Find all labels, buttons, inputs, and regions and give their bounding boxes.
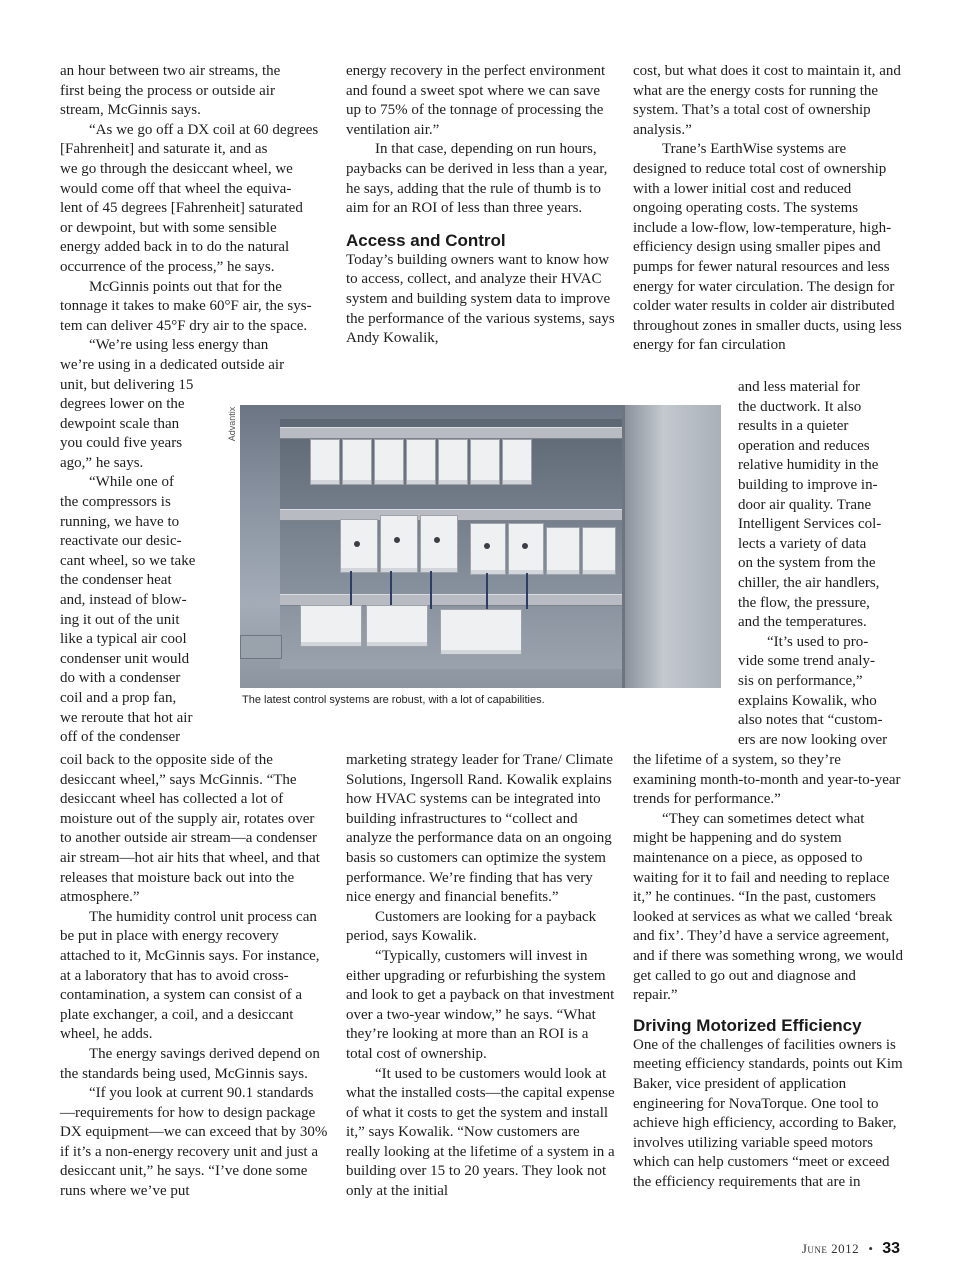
indicator-dot: [394, 537, 400, 543]
section-heading: Driving Motorized Efficiency: [633, 1015, 862, 1035]
text-line: we go through the desiccant wheel, we: [60, 160, 293, 177]
wire-duct: [240, 635, 282, 659]
din-rail: [280, 509, 640, 521]
contactor-module: [470, 523, 506, 575]
breaker-module: [310, 439, 340, 485]
contactor-module: [582, 527, 616, 575]
column-3-top: [633, 62, 903, 356]
column-3-lines: [738, 378, 908, 750]
text-line: ers are now looking over: [738, 731, 888, 748]
breaker-module: [438, 439, 468, 485]
photo-credit: [226, 404, 238, 444]
column-2-top: [346, 62, 616, 349]
footer-bullet: •: [868, 1241, 873, 1256]
text-line: relative humidity in the: [738, 457, 879, 474]
din-rail: [280, 427, 640, 439]
text-line: the compressors is: [60, 494, 171, 511]
terminal-block: [440, 609, 522, 655]
terminal-block: [366, 605, 428, 647]
text-line: door air quality. Trane: [738, 496, 872, 513]
text-line: Intelligent Services col-: [738, 516, 882, 533]
body-paragraph: The humidity control unit process can be put in place with energy recovery attached to it, McGinnis says. For instance, at a laboratory that has to avoid cross-contamination, a system can consist of a plate exchanger, a coil, and a desiccant wheel, he adds.: [60, 908, 320, 1043]
text-line: “It’s used to pro-: [767, 633, 869, 650]
text-line: or dewpoint, but with some sensible: [60, 219, 277, 236]
body-paragraph: Customers are looking for a payback period, says Kowalik.: [346, 908, 597, 945]
text-line: and, instead of blow-: [60, 592, 187, 609]
breaker-module: [470, 439, 500, 485]
contactor-module: [508, 523, 544, 575]
column-3-bottom: [633, 751, 903, 1192]
control-panel-photo: [240, 405, 721, 688]
text-line: we’re using in a dedicated outside air: [60, 356, 285, 373]
text-line: explains Kowalik, who: [738, 692, 877, 709]
text-line: stream, McGinnis says.: [60, 102, 201, 119]
text-line: lent of 45 degrees [Fahrenheit] saturated: [60, 200, 303, 217]
column-3-wrap: [738, 378, 908, 750]
body-paragraph: coil back to the opposite side of the desiccant wheel,” says McGinnis. “The desiccant wheel has collected a lot of moisture out of the supply air, rotates over to another outside air stream—a condenser air stream—hot air hits that wheel, and that releases that moisture back out into the atmosphere.”: [60, 752, 320, 906]
text-line: occurrence of the process,” he says.: [60, 258, 275, 275]
body-paragraph: “Typically, customers will invest in either upgrading or refurbishing the system and look to get a payback on that investment over a two-year window,” he says. “What they’re looking at more than an ROI is a total cost of ownership.: [346, 947, 615, 1062]
text-line: degrees lower on the: [60, 396, 185, 413]
text-line: “As we go off a DX coil at 60 degrees: [89, 121, 319, 138]
text-line: running, we have to: [60, 513, 180, 530]
breaker-module: [502, 439, 532, 485]
text-line: reactivate our desic-: [60, 533, 182, 550]
indicator-dot: [484, 543, 490, 549]
issue-date: June 2012: [801, 1241, 860, 1256]
text-line: tem can deliver 45°F dry air to the space.: [60, 317, 308, 334]
photo-credit-text: Advantix: [227, 406, 237, 442]
text-line: on the system from the: [738, 555, 876, 572]
text-line: “We’re using less energy than: [89, 337, 269, 354]
wire: [350, 571, 352, 605]
text-line: the ductwork. It also: [738, 398, 862, 415]
text-line: off of the condenser: [60, 729, 181, 746]
text-line: dewpoint scale than: [60, 415, 180, 432]
text-line: do with a condenser: [60, 670, 181, 687]
text-line: you could five years: [60, 435, 183, 452]
column-1-bottom: [60, 751, 328, 1202]
text-line: operation and reduces: [738, 437, 870, 454]
breaker-module: [374, 439, 404, 485]
text-line: would come off that wheel the equiva-: [60, 180, 292, 197]
wire: [430, 571, 432, 609]
breaker-module: [406, 439, 436, 485]
text-line: we reroute that hot air: [60, 709, 193, 726]
body-paragraph: cost, but what does it cost to maintain it, and what are the energy costs for running the system. That’s a total cost of ownership analysis.”: [633, 63, 901, 138]
indicator-dot: [522, 543, 528, 549]
text-line: vide some trend analy-: [738, 653, 876, 670]
breaker-module: [342, 439, 372, 485]
text-line: McGinnis points out that for the: [89, 278, 282, 295]
text-line: chiller, the air handlers,: [738, 574, 880, 591]
text-line: and the temperatures.: [738, 614, 867, 631]
figure-caption: The latest control systems are robust, with a lot of capabilities.: [242, 694, 545, 706]
contactor-module: [380, 515, 418, 573]
body-paragraph: The energy savings derived depend on the standards being used, McGinnis says.: [60, 1045, 320, 1082]
text-line: like a typical air cool: [60, 631, 187, 648]
text-line: ing it out of the unit: [60, 611, 180, 628]
wire: [486, 573, 488, 609]
body-paragraph: In that case, depending on run hours, paybacks can be derived in less than a year, he says, adding that the rule of thumb is to aim for an ROI of less than three years.: [346, 141, 608, 217]
text-line: [Fahrenheit] and saturate it, and as: [60, 141, 268, 158]
body-paragraph: “If you look at current 90.1 standards—requirements for how to design package DX equipment—we can exceed that by 30% if it’s a non-energy recovery unit and just a desiccant unit,” he says. “I’ve done some runs where we’ve put: [60, 1085, 328, 1200]
text-line: condenser unit would: [60, 650, 190, 667]
text-line: ago,” he says.: [60, 454, 144, 471]
terminal-block: [300, 605, 362, 647]
body-paragraph: “It used to be customers would look at what the installed costs—the capital expense of what it costs to get the system and install it,” says Kowalik. “Now customers are really looking at the lifetime of a system in a building over 15 to 20 years. They look not only at the initial: [346, 1065, 615, 1200]
contactor-module: [420, 515, 458, 573]
cabinet-door: [622, 405, 721, 688]
body-paragraph: energy recovery in the perfect environment and found a sweet spot where we can save up to 75% of the tonnage of processing the ventilation air.”: [346, 63, 606, 138]
text-line: the condenser heat: [60, 572, 172, 589]
page-footer: [802, 1240, 900, 1258]
cabinet-interior: [280, 419, 640, 669]
text-line: lects a variety of data: [738, 535, 867, 552]
contactor-module: [546, 527, 580, 575]
text-line: cant wheel, so we take: [60, 552, 196, 569]
wire: [526, 573, 528, 609]
text-line: and less material for: [738, 379, 861, 395]
text-line: results in a quieter: [738, 418, 849, 435]
text-line: tonnage it takes to make 60°F air, the sys-: [60, 298, 312, 315]
text-line: first being the process or outside air: [60, 82, 275, 99]
body-paragraph: Trane’s EarthWise systems are designed to reduce total cost of ownership with a lower initial cost and reduced ongoing operating costs. The systems include a low-flow, low-temperature, high-efficiency design using smaller pipes and pumps for fewer natural resources and less energy for water circulation. The design for colder water results in colder air distributed throughout zones in smaller ducts, using less energy for fan circulation: [633, 141, 902, 354]
page-number: 33: [882, 1240, 900, 1257]
column-2-bottom: [346, 751, 616, 1202]
body-paragraph: the lifetime of a system, so they’re examining month-to-month and year-to-year trends for performance.”: [633, 752, 901, 808]
body-paragraph: “They can sometimes detect what might be happening and do system maintenance on a piece, as opposed to waiting for it to fail and needing to replace it,” he continues. “In the past, customers looked at services as what we called ‘break and fix’. They’d have a service agreement, and if there was something wrong, we would get called to go out and diagnose and repair.”: [633, 810, 903, 1004]
indicator-dot: [354, 541, 360, 547]
text-line: “While one of: [89, 474, 174, 491]
body-paragraph: One of the challenges of facilities owners is meeting efficiency standards, points out Kim Baker, vice president of application engineering for NovaTorque. One tool to achieve high efficiency, according to Baker, involves utilizing variable speed motors which can help customers “meet or exceed the efficiency requirements that are in: [633, 1036, 903, 1190]
text-line: energy added back in to do the natural: [60, 239, 290, 256]
text-line: unit, but delivering 15: [60, 376, 194, 393]
body-paragraph: Today’s building owners want to know how to access, collect, and analyze their HVAC system and building system data to improve the performance of the various systems, says Andy Kowalik,: [346, 251, 615, 347]
text-line: building to improve in-: [738, 476, 878, 493]
text-line: also notes that “custom-: [738, 712, 883, 729]
text-line: the flow, the pressure,: [738, 594, 870, 611]
indicator-dot: [434, 537, 440, 543]
text-line: an hour between two air streams, the: [60, 63, 281, 79]
text-line: coil and a prop fan,: [60, 690, 177, 706]
body-paragraph: marketing strategy leader for Trane/ Climate Solutions, Ingersoll Rand. Kowalik explains how HVAC systems can be integrated into building infrastructures to “collect and analyze the performance data on an ongoing basis so customers can optimize the system performance. We’re finding that has very nice energy and financial benefits.”: [346, 752, 614, 906]
text-line: sis on performance,”: [738, 672, 863, 689]
section-heading: Access and Control: [346, 230, 506, 250]
wire: [390, 571, 392, 605]
